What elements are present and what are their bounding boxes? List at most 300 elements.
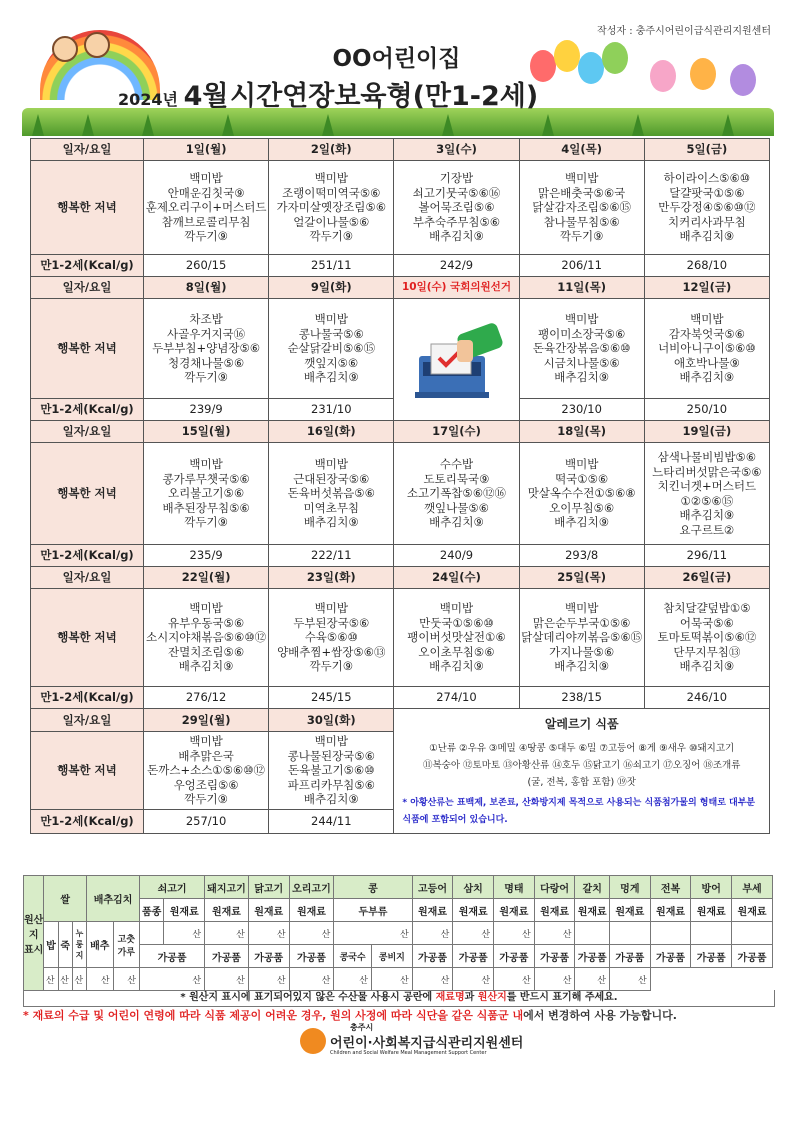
year: 2024년 [118,90,178,109]
origin-col-croaker: 부세 [732,876,773,899]
menu-item: 순살닭갈비⑤⑥⑮ [287,341,376,356]
menu-item: 훈제오리구이+머스터드 [145,200,267,215]
menu-cell [269,589,394,687]
date-cell: 17일(수) [394,421,519,443]
menu-item: 돈까스+소스①⑤⑥⑩⑫ [147,763,266,778]
origin-processed: 가공품 [412,945,453,968]
allergy-list [394,740,769,791]
menu-item: 안매운김칫국⑨ [167,185,245,200]
menu-item: ①②⑤⑥⑮ [680,493,734,508]
menu-item: 백미밥 [564,601,599,616]
date-cell: 30일(화) [269,709,394,732]
kcal-cell: 293/8 [519,545,644,567]
day-header-label: 일자/요일 [31,421,144,443]
meal-row-label: 행복한 저녁 [31,589,144,687]
menu-cell [144,443,269,545]
menu-row [31,299,770,399]
origin-value: 산 [334,968,372,991]
origin-soy-noodle: 콩국수 [334,945,372,968]
menu-item: 참치달걀덮밥①⑤ [663,601,751,616]
date-cell: 26일(금) [644,567,769,589]
menu-cell [394,161,519,255]
menu-item: 배추김치⑨ [178,659,234,674]
menu-cell [519,161,644,255]
origin-col-yellowtail: 방어 [691,876,732,899]
origin-rice-sub: 누룽지 [72,922,86,968]
date-cell: 18일(목) [519,421,644,443]
origin-value: 산 [289,922,334,945]
origin-raw: 원재료 [205,899,249,922]
menu-item: 양배추찜+쌈장⑤⑥⑬ [277,644,386,659]
origin-rice-sub: 밥 [44,922,58,968]
menu-item: 가지나물⑤⑥ [549,644,615,659]
menu-item: 두부부침+양념장⑤⑥ [152,341,261,356]
origin-raw: 원재료 [732,899,773,922]
kcal-cell: 242/9 [394,255,519,277]
date-cell: 9일(화) [269,277,394,299]
kcal-cell: 239/9 [144,399,269,421]
origin-col-beef: 쇠고기 [140,876,205,899]
menu-item: 오이초무침⑤⑥ [418,644,495,659]
menu-item: 시금치나물⑤⑥ [543,355,620,370]
logo-icon [300,1028,326,1054]
origin-value: 산 [289,968,334,991]
kcal-row [31,687,770,709]
menu-item: 느타리버섯맑은국⑤⑥ [652,464,762,479]
origin-col-spanish-mackerel: 삼치 [453,876,494,899]
logo-city: 충주시 [350,1023,374,1032]
menu-item: 치커리사과무침 [667,214,746,229]
allergy-note: * 아황산류는 표백제, 보존료, 산화방지제 목적으로 사용되는 식품첨가물의 형태로 대부분 식품에 포함되어 있습니다. [402,797,756,825]
origin-value: 산 [72,968,86,991]
menu-cell [394,589,519,687]
menu-item: 백미밥 [564,171,599,186]
menu-item: 차조밥 [189,312,223,327]
origin-col-duck: 오리고기 [289,876,334,899]
origin-col-abalone: 전복 [650,876,691,899]
kcal-row-label: 만1-2세(Kcal/g) [31,399,144,421]
menu-item: 기장밥 [439,171,474,186]
kcal-cell: 240/9 [394,545,519,567]
menu-item: 백미밥 [564,457,599,472]
kcal-cell: 250/10 [644,399,769,421]
day-header-label: 일자/요일 [31,567,144,589]
menu-item: 도토리묵국⑨ [423,471,490,486]
menu-item: 배추김치⑨ [679,370,735,385]
meal-row-label: 행복한 저녁 [31,299,144,399]
menu-cell [644,589,769,687]
menu-item: 맛살옥수수전①⑤⑥⑧ [527,486,636,501]
menu-item: 소시지야채볶음⑤⑥⑩⑫ [145,630,267,645]
menu-item: 참깨브로콜리무침 [161,214,251,229]
kcal-row-label: 만1-2세(Kcal/g) [31,687,144,709]
menu-item: 떡국①⑤⑥ [555,471,609,486]
origin-value: 산 [205,968,249,991]
menu-row [31,589,770,687]
origin-value: 산 [140,968,205,991]
menu-item: 배추된장무침⑤⑥ [162,500,250,515]
menu-item: 백미밥 [564,312,599,327]
menu-cell [269,161,394,255]
menu-item: 달걀팟국①⑤⑥ [669,185,745,200]
menu-item: 백미밥 [314,601,348,616]
meal-row-label: 행복한 저녁 [31,161,144,255]
menu-item: 팽이버섯맛살전①⑥ [407,630,506,645]
kcal-row [31,255,770,277]
menu-item: 미역초무침 [303,500,360,515]
kcal-cell: 222/11 [269,545,394,567]
date-cell: 22일(월) [144,567,269,589]
menu-item: 수육⑤⑥⑩ [304,630,358,645]
logo-name: 어린이·사회복지급식관리지원센터 [330,1036,524,1051]
menu-item: 하이라이스⑤⑥⑩ [663,171,751,186]
bottom-note [23,1007,773,1023]
menu-item: 깍두기⑨ [309,229,354,244]
allergy-title: 알레르기 식품 [544,717,619,731]
menu-item: 사골우거지국⑯ [167,326,246,341]
menu-item: 깍두기⑨ [184,229,228,244]
menu-item: 배추김치⑨ [429,229,484,244]
year-month [118,74,228,113]
menu-cell [519,443,644,545]
menu-item: 팽이미소장국⑤⑥ [538,326,626,341]
kcal-row-label: 만1-2세(Kcal/g) [31,545,144,567]
origin-col-sea-squirt: 멍게 [610,876,651,899]
menu-item: 콩나물국⑤⑥ [298,326,364,341]
menu-item: 깍두기⑨ [184,370,228,385]
date-cell: 29일(월) [144,709,269,732]
kcal-cell: 231/10 [269,399,394,421]
menu-item: 깻잎나물⑤⑥ [423,500,489,515]
origin-value: 산 [412,922,453,945]
date-cell: 15일(월) [144,421,269,443]
origin-note-post: 를 반드시 표기해 주세요. [506,992,618,1003]
origin-value: 산 [248,968,289,991]
allergy-line: ⑪복숭아 ⑫토마토 ⑬아황산류 ⑭호두 ⑮닭고기 ⑯쇠고기 ⑰오징어 ⑱조개류 [422,759,741,771]
origin-raw: 원재료 [610,899,651,922]
date-cell: 16일(화) [269,421,394,443]
menu-cell [269,299,394,399]
origin-value: 산 [58,968,72,991]
menu-item: 참나물무침⑤⑥ [543,214,620,229]
menu-cell [644,299,769,399]
origin-note-pre: * 원산지 표시에 표기되어있지 않은 수산물 사용시 공란에 [180,992,436,1003]
menu-item: 콩가루무챗국⑤⑥ [162,471,250,486]
menu-item: 배추김치⑨ [554,515,610,530]
menu-item: 맑은순두부국①⑤⑥ [532,615,631,630]
menu-cell [144,589,269,687]
menu-item: 부추숙주무침⑤⑥ [412,214,501,229]
origin-beef-breed: 품종 [140,899,164,922]
origin-raw: 원재료 [248,899,289,922]
menu-cell [519,589,644,687]
menu-item: 만두강정④⑤⑥⑩⑫ [658,200,756,215]
origin-value: 산 [453,968,494,991]
menu-item: 얼갈이나물⑤⑥ [293,214,370,229]
date-row [31,421,770,443]
origin-processed: 가공품 [453,945,494,968]
origin-raw: 원재료 [494,899,535,922]
origin-processed: 가공품 [494,945,535,968]
menu-item: 배추김치⑨ [303,792,359,807]
menu-item: 백미밥 [314,171,348,186]
menu-item: 애호박나물⑨ [673,355,740,370]
menu-item: 백미밥 [690,312,724,327]
menu-item: 유부우동국⑤⑥ [168,615,245,630]
origin-raw: 원재료 [650,899,691,922]
origin-raw: 원재료 [453,899,494,922]
date-cell: 25일(목) [519,567,644,589]
kcal-cell: 206/11 [519,255,644,277]
menu-item: 우엉조림⑤⑥ [173,777,239,792]
origin-side-label: 원산지 표시 [24,876,44,991]
menu-item: 백미밥 [189,734,223,749]
kcal-row-label: 만1-2세(Kcal/g) [31,255,144,277]
date-cell: 19일(금) [644,421,769,443]
logo-english: Children and Social Welfare Meal Management Support Center [330,1050,487,1056]
menu-item: 파프리카무침⑤⑥ [287,777,375,792]
origin-note-red1: 재료명 [435,992,465,1003]
menu-item: 요구르트② [679,522,735,537]
date-cell: 10일(수) 국회의원선거 [394,277,519,299]
menu-item: 배추김치⑨ [303,370,359,385]
menu-item: 백미밥 [314,734,348,749]
menu-item: 깍두기⑨ [184,515,228,530]
menu-item: 배추김치⑨ [679,659,735,674]
origin-processed: 가공품 [732,945,773,968]
author-line: 작성자 : 충주시어린이급식관리지원센터 [597,26,771,37]
kcal-cell: 268/10 [644,255,769,277]
date-cell: 4일(목) [519,139,644,161]
origin-value: 산 [113,968,139,991]
bottom-note-pre: * 재료의 수급 및 어린이 연령에 따라 식품 제공이 어려운 경우, 원의 사정에 따라 식단을 [23,1009,452,1022]
origin-rice: 쌀 [44,876,87,922]
origin-col-hairtail: 갈치 [575,876,610,899]
day-header-label: 일자/요일 [31,139,144,161]
origin-processed: 가공품 [534,945,575,968]
menu-item: 배추김치⑨ [429,659,484,674]
bottom-note-post: 에서 변경하여 사용 가능합니다. [523,1009,677,1022]
origin-value: 산 [164,922,205,945]
origin-raw: 원재료 [575,899,610,922]
origin-value: 산 [534,968,575,991]
menu-item: 콩나물된장국⑤⑥ [287,748,375,763]
date-cell: 12일(금) [644,277,769,299]
day-header-label: 일자/요일 [31,709,144,732]
menu-cell [269,443,394,545]
origin-raw: 원재료 [691,899,732,922]
center-name: OO어린이집 [332,46,461,72]
origin-col-chicken: 닭고기 [248,876,289,899]
menu-item: 백미밥 [439,601,474,616]
menu-item: 근대된장국⑤⑥ [293,471,370,486]
menu-item: 수수밥 [439,457,474,472]
date-row [31,139,770,161]
kcal-cell: 257/10 [144,810,269,833]
menu-item: 돈육불고기⑤⑥⑩ [288,763,375,778]
menu-item: 만둣국①⑤⑥⑩ [419,615,494,630]
menu-item: 토마토떡볶이⑤⑥⑫ [657,630,757,645]
page-title: 시간연장보육형(만1-2세) [230,81,539,112]
origin-col-mackerel: 고등어 [412,876,453,899]
origin-soy-curd: 콩비지 [371,945,412,968]
origin-table [23,875,773,991]
date-cell: 11일(목) [519,277,644,299]
menu-item: 잔멸치조림⑤⑥ [168,644,245,659]
allergy-line: ①난류 ②우유 ③메밀 ④땅콩 ⑤대두 ⑥밀 ⑦고등어 ⑧게 ⑨새우 ⑩돼지고기 [429,742,735,754]
menu-row [31,443,770,545]
origin-value: 산 [412,968,453,991]
origin-raw: 원재료 [412,899,453,922]
origin-rice-sub: 죽 [58,922,72,968]
origin-col-pollock: 명태 [494,876,535,899]
menu-item: 치킨너겟+머스터드 [657,479,757,493]
bottom-note-red: 같은 식품군 내 [451,1009,524,1022]
menu-item: 조랭이떡미역국⑤⑥ [282,185,381,200]
kcal-cell: 296/11 [644,545,769,567]
origin-col-pork: 돼지고기 [205,876,249,899]
origin-note [23,990,775,1007]
menu-cell [144,732,269,810]
origin-kimchi: 배추김치 [87,876,140,922]
menu-item: 백미밥 [314,312,348,327]
allergy-line: (굴, 전복, 홍합 포함) ⑲잣 [527,776,636,788]
menu-item: 배추김치⑨ [303,515,359,530]
holiday-cell [394,299,519,421]
origin-value: 산 [44,968,58,991]
origin-value: 산 [334,922,412,945]
menu-item: 볼어묵조림⑤⑥ [418,200,495,215]
kcal-cell: 246/10 [644,687,769,709]
menu-cell [519,299,644,399]
origin-value: 산 [494,968,535,991]
menu-item: 단무지무침⑬ [673,644,741,659]
origin-value: 산 [453,922,494,945]
date-row [31,277,770,299]
allergy-box [394,709,770,834]
menu-item: 배추맑은국 [178,748,234,763]
menu-item: 깻잎지⑤⑥ [304,355,359,370]
kcal-cell: 238/15 [519,687,644,709]
origin-raw: 원재료 [534,899,575,922]
ballot-box-icon [401,322,511,397]
date-cell: 5일(금) [644,139,769,161]
kcal-row [31,545,770,567]
origin-value: 산 [371,968,412,991]
date-row [31,567,770,589]
day-header-label: 일자/요일 [31,277,144,299]
kcal-cell: 260/15 [144,255,269,277]
menu-item: 배추김치⑨ [554,659,610,674]
date-cell: 1일(월) [144,139,269,161]
origin-value: 산 [575,968,610,991]
origin-soy-raw: 두부류 [334,899,412,922]
menu-item: 닭살데리야끼볶음⑤⑥⑮ [521,630,643,645]
kcal-row-label: 만1-2세(Kcal/g) [31,810,144,833]
menu-item: 깍두기⑨ [309,659,354,674]
kcal-cell: 276/12 [144,687,269,709]
origin-value: 산 [494,922,535,945]
origin-col-soy: 콩 [334,876,412,899]
kcal-cell: 274/10 [394,687,519,709]
month: 4월 [183,81,229,112]
menu-item: 두부된장국⑤⑥ [293,615,370,630]
origin-processed: 가공품 [289,945,334,968]
date-cell: 23일(화) [269,567,394,589]
origin-value: 산 [87,968,113,991]
menu-item: 돈육간장볶음⑤⑥⑩ [532,341,631,356]
menu-item: 백미밥 [189,457,223,472]
menu-item: 닭살감자조림⑤⑥⑮ [532,200,632,215]
kcal-cell: 245/15 [269,687,394,709]
kcal-cell: 244/11 [269,810,394,833]
menu-item: 가자미살옛장조림⑤⑥ [276,200,387,215]
menu-item: 오리불고기⑤⑥ [168,486,245,501]
origin-col-tuna: 다랑어 [534,876,575,899]
menu-item: 깍두기⑨ [184,792,228,807]
menu-item: 백미밥 [189,171,223,186]
menu-item: 삼색나물비빔밥⑤⑥ [657,450,757,464]
kcal-cell: 251/11 [269,255,394,277]
menu-item: 소고기폭찹⑤⑥⑫⑯ [406,486,507,501]
menu-item: 돈육버섯볶음⑤⑥ [287,486,375,501]
meal-row-label: 행복한 저녁 [31,732,144,810]
origin-raw: 원재료 [289,899,334,922]
menu-cell [644,161,769,255]
kcal-cell: 235/9 [144,545,269,567]
origin-value: 산 [610,968,651,991]
menu-item: 배추김치⑨ [554,370,610,385]
menu-cell [644,443,769,545]
menu-item: 너비아니구이⑤⑥⑩ [658,341,756,356]
origin-note-red2: 원산지 [477,992,507,1003]
origin-processed: 가공품 [575,945,610,968]
origin-processed: 가공품 [691,945,732,968]
center-logo [300,1022,524,1064]
menu-table [30,138,770,834]
menu-item: 어묵국⑤⑥ [679,615,734,630]
menu-cell [144,161,269,255]
menu-cell [269,732,394,810]
menu-item: 배추김치⑨ [429,515,484,530]
menu-item: 백미밥 [314,457,348,472]
menu-item: 오이무침⑤⑥ [549,500,615,515]
menu-item: 배추김치⑨ [679,229,735,244]
origin-value: 산 [534,922,575,945]
meal-row-label: 행복한 저녁 [31,443,144,545]
menu-item: 백미밥 [189,601,223,616]
menu-item: 배추김치⑨ [679,508,735,522]
origin-kimchi-sub: 고춧가루 [113,922,139,968]
origin-note-mid: 과 [464,992,478,1003]
kcal-cell: 230/10 [519,399,644,421]
origin-processed: 가공품 [650,945,691,968]
origin-kimchi-sub: 배추 [87,922,113,968]
origin-processed: 가공품 [248,945,289,968]
menu-cell [144,299,269,399]
origin-value: 산 [248,922,289,945]
date-cell: 8일(월) [144,277,269,299]
menu-item: 쇠고기뭇국⑤⑥⑯ [412,185,501,200]
origin-raw: 원재료 [164,899,205,922]
date-cell: 3일(수) [394,139,519,161]
date-cell: 24일(수) [394,567,519,589]
menu-item: 청경채나물⑤⑥ [168,355,245,370]
date-row [31,709,770,732]
origin-processed: 가공품 [205,945,249,968]
menu-item: 깍두기⑨ [559,229,604,244]
menu-item: 맑은배춧국⑤⑥국 [538,185,626,200]
